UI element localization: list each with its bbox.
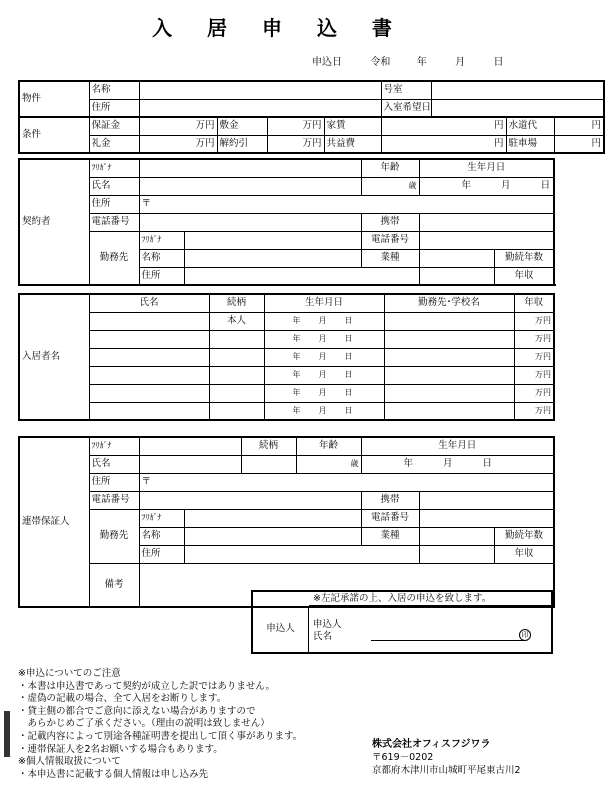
contractor-employer-label: 勤務先 bbox=[89, 231, 139, 285]
rent-label: 家賃 bbox=[324, 117, 381, 135]
residents-col-work: 勤務先･学校名 bbox=[384, 294, 514, 312]
resident-income-field[interactable]: 万円 bbox=[514, 402, 554, 420]
guarantor-mobile-field[interactable] bbox=[419, 491, 554, 509]
guarantor-emp-phone-field[interactable] bbox=[419, 509, 554, 527]
contractor-industry-field[interactable] bbox=[419, 249, 494, 267]
guarantor-emp-address-field-2[interactable] bbox=[419, 545, 494, 563]
note-line: ※申込についてのご注意 bbox=[18, 668, 121, 679]
resident-relation-field[interactable] bbox=[209, 402, 264, 420]
resident-work-field[interactable] bbox=[384, 366, 514, 384]
note-line: ・記載内容によって別途各種証明書を提出して頂く事があります。 bbox=[18, 730, 303, 742]
guarantor-age-label: 年齢 bbox=[296, 437, 361, 455]
note-line: ※個人情報取扱について bbox=[18, 756, 121, 768]
contractor-emp-address-field[interactable] bbox=[184, 267, 419, 285]
guarantor-age-field[interactable]: 歳 bbox=[296, 455, 361, 473]
guarantor-years-label: 勤続年数 bbox=[494, 527, 554, 545]
guarantor-name-field[interactable] bbox=[139, 455, 241, 473]
reikin-label: 礼金 bbox=[89, 135, 139, 153]
guarantor-emp-address-label: 住所 bbox=[139, 545, 184, 563]
date-year: 年 bbox=[416, 57, 427, 68]
residents-col-income: 年収 bbox=[514, 294, 554, 312]
resident-birth-field[interactable]: 年 月 日 bbox=[264, 348, 384, 366]
guarantor-phone-label: 電話番号 bbox=[89, 491, 139, 509]
page-title: 入 居 申 込 書 bbox=[152, 16, 406, 40]
guarantor-head: 連帯保証人 bbox=[19, 437, 89, 607]
conditions-head: 条件 bbox=[19, 117, 89, 153]
resident-birth-field[interactable]: 年 月 日 bbox=[264, 330, 384, 348]
guarantor-birth-field[interactable]: 年 月 日 bbox=[361, 455, 554, 473]
property-address-field[interactable] bbox=[139, 99, 381, 117]
property-name-field[interactable] bbox=[139, 81, 381, 99]
move-in-date-field[interactable] bbox=[431, 99, 604, 117]
residents-col-relation: 続柄 bbox=[209, 294, 264, 312]
resident-birth-field[interactable]: 年 月 日 bbox=[264, 312, 384, 330]
contractor-age-label: 年齢 bbox=[361, 159, 419, 177]
contractor-emp-address-label: 住所 bbox=[139, 267, 184, 285]
resident-income-field[interactable]: 万円 bbox=[514, 366, 554, 384]
remarks-label: 備考 bbox=[89, 563, 139, 607]
resident-relation-field[interactable] bbox=[209, 348, 264, 366]
date-month: 月 bbox=[455, 57, 466, 68]
resident-name-field[interactable] bbox=[89, 366, 209, 384]
resident-row bbox=[19, 312, 554, 330]
contractor-head: 契約者 bbox=[19, 159, 89, 285]
contractor-emp-address-field-2[interactable] bbox=[419, 267, 494, 285]
contractor-table bbox=[18, 158, 555, 286]
guarantor-emp-furigana-field[interactable] bbox=[184, 509, 361, 527]
guarantor-employer-label: 勤務先 bbox=[89, 509, 139, 563]
resident-income-field[interactable]: 万円 bbox=[514, 348, 554, 366]
cancel-deduction-label: 解約引 bbox=[217, 135, 267, 153]
contractor-emp-name-label: 名称 bbox=[139, 249, 184, 267]
guarantor-relation-field[interactable] bbox=[241, 455, 296, 473]
side-bar bbox=[4, 711, 10, 757]
guarantor-table bbox=[18, 436, 555, 608]
guarantor-industry-label: 業種 bbox=[361, 527, 419, 545]
move-in-date-label: 入室希望日 bbox=[381, 99, 431, 117]
resident-name-field[interactable] bbox=[89, 330, 209, 348]
property-address-label: 住所 bbox=[89, 99, 139, 117]
resident-row bbox=[19, 330, 554, 348]
resident-income-field[interactable]: 万円 bbox=[514, 330, 554, 348]
common-fee-label: 共益費 bbox=[324, 135, 381, 153]
company-name: 株式会社オフィスフジワラ bbox=[372, 739, 491, 750]
room-number-field[interactable] bbox=[431, 81, 604, 99]
consent-note: ※左記承諾の上、入居の申込を致します。 bbox=[309, 592, 551, 606]
water-label: 水道代 bbox=[506, 117, 554, 135]
guarantor-relation-label: 続柄 bbox=[241, 437, 296, 455]
contractor-emp-furigana-label: ﾌﾘｶﾞﾅ bbox=[139, 231, 184, 249]
residents-table bbox=[18, 293, 555, 421]
resident-work-field[interactable] bbox=[384, 384, 514, 402]
contractor-name-label: 氏名 bbox=[89, 177, 139, 195]
date-era: 令和 bbox=[370, 57, 391, 68]
parking-label: 駐車場 bbox=[506, 135, 554, 153]
guarantor-income-label: 年収 bbox=[494, 545, 554, 563]
guarantor-address-label: 住所 bbox=[89, 473, 139, 491]
applicant-label: 申込人 bbox=[253, 606, 309, 652]
company-info bbox=[372, 738, 521, 777]
property-head: 物件 bbox=[19, 81, 89, 117]
resident-relation-field[interactable] bbox=[209, 366, 264, 384]
company-address: 京都府木津川市山城町平尾東古川2 bbox=[372, 765, 521, 776]
contractor-furigana-label: ﾌﾘｶﾞﾅ bbox=[89, 159, 139, 177]
contractor-emp-phone-field[interactable] bbox=[419, 231, 554, 249]
rent-field[interactable]: 円 bbox=[381, 117, 506, 135]
note-line: ・貸主側の都合でご意向に添えない場合がありますので bbox=[18, 705, 256, 717]
key-money-field[interactable]: 万円 bbox=[267, 117, 324, 135]
applicant-name-field[interactable] bbox=[371, 640, 525, 641]
date-label: 申込日 bbox=[312, 57, 342, 68]
guarantor-emp-address-field[interactable] bbox=[184, 545, 419, 563]
company-postal: 〒619－0202 bbox=[372, 752, 434, 763]
guarantor-phone-field[interactable] bbox=[139, 491, 361, 509]
residents-col-name: 氏名 bbox=[89, 294, 209, 312]
water-field[interactable]: 円 bbox=[554, 117, 604, 135]
residents-head: 入居者名 bbox=[19, 294, 89, 420]
guarantor-emp-furigana-label: ﾌﾘｶﾞﾅ bbox=[139, 509, 184, 527]
contractor-mobile-label: 携帯 bbox=[361, 213, 419, 231]
resident-work-field[interactable] bbox=[384, 330, 514, 348]
guarantor-emp-name-label: 名称 bbox=[139, 527, 184, 545]
contractor-furigana-field[interactable] bbox=[139, 159, 361, 177]
resident-work-field[interactable] bbox=[384, 348, 514, 366]
guarantor-address-field[interactable]: 〒 bbox=[139, 473, 554, 491]
guarantor-name-label: 氏名 bbox=[89, 455, 139, 473]
guarantor-emp-phone-label: 電話番号 bbox=[361, 509, 419, 527]
resident-work-field[interactable] bbox=[384, 402, 514, 420]
resident-row bbox=[19, 348, 554, 366]
room-number-label: 号室 bbox=[381, 81, 431, 99]
key-money-label: 敷金 bbox=[217, 117, 267, 135]
contractor-birth-label: 生年月日 bbox=[419, 159, 554, 177]
resident-row bbox=[19, 402, 554, 420]
contractor-age-field[interactable]: 歳 bbox=[361, 177, 419, 195]
resident-name-field[interactable] bbox=[89, 312, 209, 330]
contractor-emp-furigana-field[interactable] bbox=[184, 231, 361, 249]
resident-relation-field[interactable] bbox=[209, 384, 264, 402]
deposit-label: 保証金 bbox=[89, 117, 139, 135]
resident-income-field[interactable]: 万円 bbox=[514, 384, 554, 402]
reikin-field[interactable]: 万円 bbox=[139, 135, 217, 153]
resident-name-field[interactable] bbox=[89, 384, 209, 402]
resident-relation-field[interactable] bbox=[209, 330, 264, 348]
contractor-years-label: 勤続年数 bbox=[494, 249, 554, 267]
note-line: あらかじめご了承ください。（理由の説明は致しません） bbox=[18, 718, 270, 730]
contractor-birth-field[interactable]: 年 月 日 bbox=[419, 177, 554, 195]
application-date bbox=[312, 53, 504, 68]
note-line: ・連帯保証人を2名お願いする場合もあります。 bbox=[18, 743, 223, 755]
note-line: ・本申込書に記載する個人情報は申し込み先 bbox=[18, 768, 209, 780]
property-conditions-table bbox=[18, 80, 605, 154]
resident-birth-field[interactable]: 年 月 日 bbox=[264, 384, 384, 402]
resident-row bbox=[19, 366, 554, 384]
seal-mark: 印 bbox=[519, 629, 531, 641]
notes-section bbox=[18, 668, 302, 781]
resident-birth-field[interactable]: 年 月 日 bbox=[264, 366, 384, 384]
residents-col-birth: 生年月日 bbox=[264, 294, 384, 312]
contractor-mobile-field[interactable] bbox=[419, 213, 554, 231]
deposit-field[interactable]: 万円 bbox=[139, 117, 217, 135]
guarantor-emp-name-field[interactable] bbox=[184, 527, 361, 545]
contractor-emp-name-field[interactable] bbox=[184, 249, 361, 267]
resident-income-field[interactable]: 万円 bbox=[514, 312, 554, 330]
parking-field[interactable]: 円 bbox=[554, 135, 604, 153]
common-fee-field[interactable]: 円 bbox=[381, 135, 506, 153]
contractor-phone-field[interactable] bbox=[139, 213, 361, 231]
contractor-income-label: 年収 bbox=[494, 267, 554, 285]
resident-name-field[interactable] bbox=[89, 402, 209, 420]
guarantor-mobile-label: 携帯 bbox=[361, 491, 419, 509]
guarantor-industry-field[interactable] bbox=[419, 527, 494, 545]
guarantor-furigana-label: ﾌﾘｶﾞﾅ bbox=[89, 437, 139, 455]
property-name-label: 名称 bbox=[89, 81, 139, 99]
guarantor-birth-label: 生年月日 bbox=[361, 437, 554, 455]
applicant-name-line1: 申込人 bbox=[313, 619, 342, 630]
resident-relation-field[interactable]: 本人 bbox=[209, 312, 264, 330]
cancel-deduction-field[interactable]: 万円 bbox=[267, 135, 324, 153]
contractor-emp-phone-label: 電話番号 bbox=[361, 231, 419, 249]
resident-work-field[interactable] bbox=[384, 312, 514, 330]
contractor-industry-label: 業種 bbox=[361, 249, 419, 267]
contractor-address-label: 住所 bbox=[89, 195, 139, 213]
contractor-name-field[interactable] bbox=[139, 177, 361, 195]
guarantor-furigana-field[interactable] bbox=[139, 437, 241, 455]
resident-birth-field[interactable]: 年 月 日 bbox=[264, 402, 384, 420]
note-line: ・虚偽の記載の場合、全て入居をお断りします。 bbox=[18, 693, 227, 705]
applicant-signature-box bbox=[251, 590, 553, 654]
applicant-name-line2: 氏名 bbox=[313, 631, 333, 642]
resident-name-field[interactable] bbox=[89, 348, 209, 366]
note-line: ・本書は申込書であって契約が成立した訳ではありません。 bbox=[18, 680, 275, 692]
contractor-address-field[interactable]: 〒 bbox=[139, 195, 554, 213]
date-day: 日 bbox=[493, 57, 504, 68]
resident-row bbox=[19, 384, 554, 402]
contractor-phone-label: 電話番号 bbox=[89, 213, 139, 231]
